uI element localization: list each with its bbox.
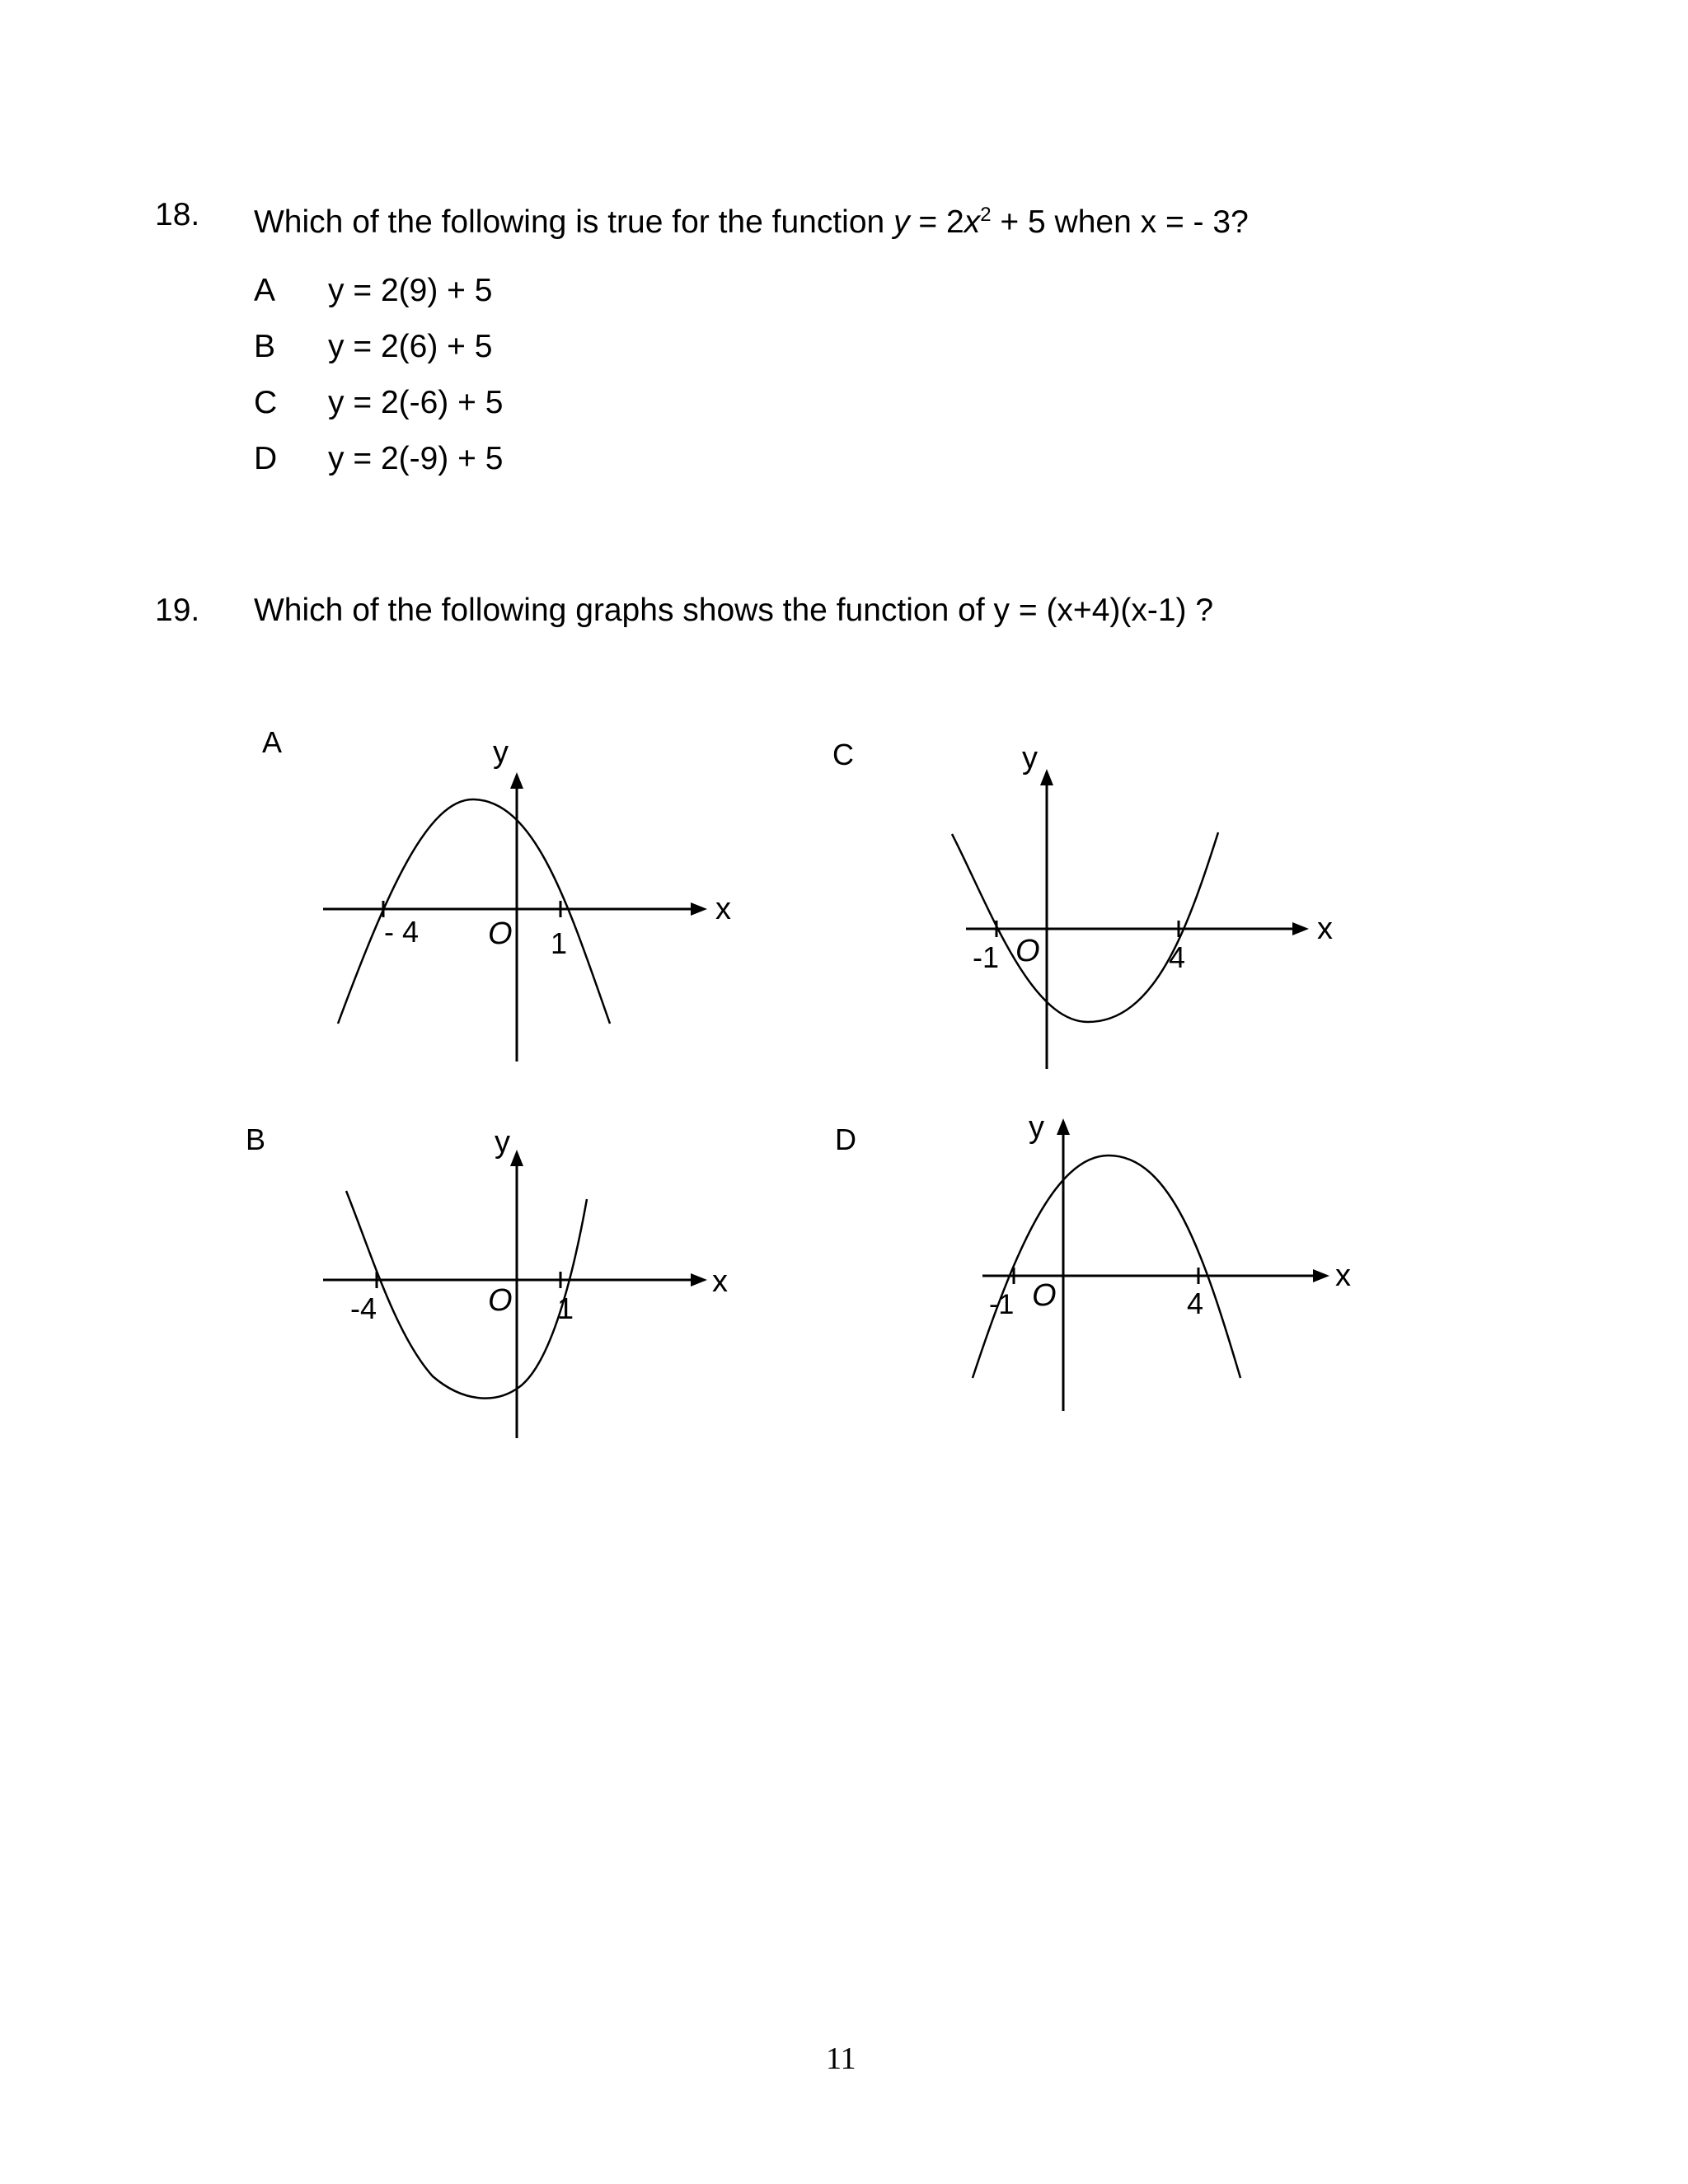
graph-a-tick-label-left: - 4 [384, 915, 420, 949]
question-19-number: 19. [155, 593, 200, 628]
graph-c-x-label: x [1317, 912, 1333, 946]
option-d-text: y = 2(-9) + 5 [328, 441, 504, 476]
graph-a-letter: A [262, 725, 283, 759]
graph-d-x-arrow [1313, 1269, 1329, 1282]
page-number: 11 [826, 2041, 856, 2076]
graph-c-origin: O [1015, 934, 1040, 968]
graph-d-curve [973, 1155, 1240, 1378]
graph-b-tick-label-right: 1 [557, 1291, 574, 1325]
graph-d-tick-label-right: 4 [1187, 1286, 1204, 1320]
question-18-text-before: Which of the following is true for the function [254, 204, 894, 240]
function-mid: = 2 [909, 204, 964, 240]
question-19-text: Which of the following graphs shows the function of y = (x+4)(x-1) ? [254, 593, 1214, 628]
question-18-number: 18. [155, 197, 200, 232]
graph-a-origin: O [488, 916, 513, 951]
graph-d-y-arrow [1057, 1118, 1070, 1135]
graph-b-x-label: x [712, 1264, 728, 1299]
graph-c-tick-label-left: -1 [973, 940, 1000, 974]
function-y: y [893, 204, 910, 240]
graph-d-letter: D [835, 1122, 856, 1156]
option-c-letter: C [254, 385, 278, 420]
graph-c-letter: C [832, 738, 854, 771]
option-a-letter: A [254, 273, 276, 308]
graph-a-tick-label-right: 1 [551, 926, 568, 960]
question-18-text-after: + 5 when x = - 3? [991, 204, 1249, 240]
graph-a-x-label: x [715, 892, 731, 926]
graph-c-y-label: y [1022, 741, 1038, 776]
graph-b-letter: B [246, 1122, 266, 1156]
graph-b-tick-label-left: -4 [350, 1291, 377, 1325]
function-x: x [964, 204, 981, 240]
option-c-text: y = 2(-6) + 5 [328, 385, 504, 420]
graph-c-tick-label-right: 4 [1169, 940, 1186, 974]
graph-b-y-label: y [495, 1125, 510, 1160]
option-b-letter: B [254, 329, 276, 364]
graph-d-y-label: y [1029, 1110, 1044, 1145]
graph-d-tick-label-left: -1 [989, 1289, 1015, 1320]
function-exponent: 2 [980, 204, 992, 226]
option-b-text: y = 2(6) + 5 [328, 329, 493, 364]
graph-d-x-label: x [1335, 1258, 1351, 1293]
graph-d-origin: O [1032, 1278, 1057, 1313]
graph-b-origin: O [488, 1283, 513, 1318]
option-a-text: y = 2(9) + 5 [328, 273, 493, 308]
option-d-letter: D [254, 441, 278, 476]
graph-a-y-label: y [493, 735, 509, 770]
